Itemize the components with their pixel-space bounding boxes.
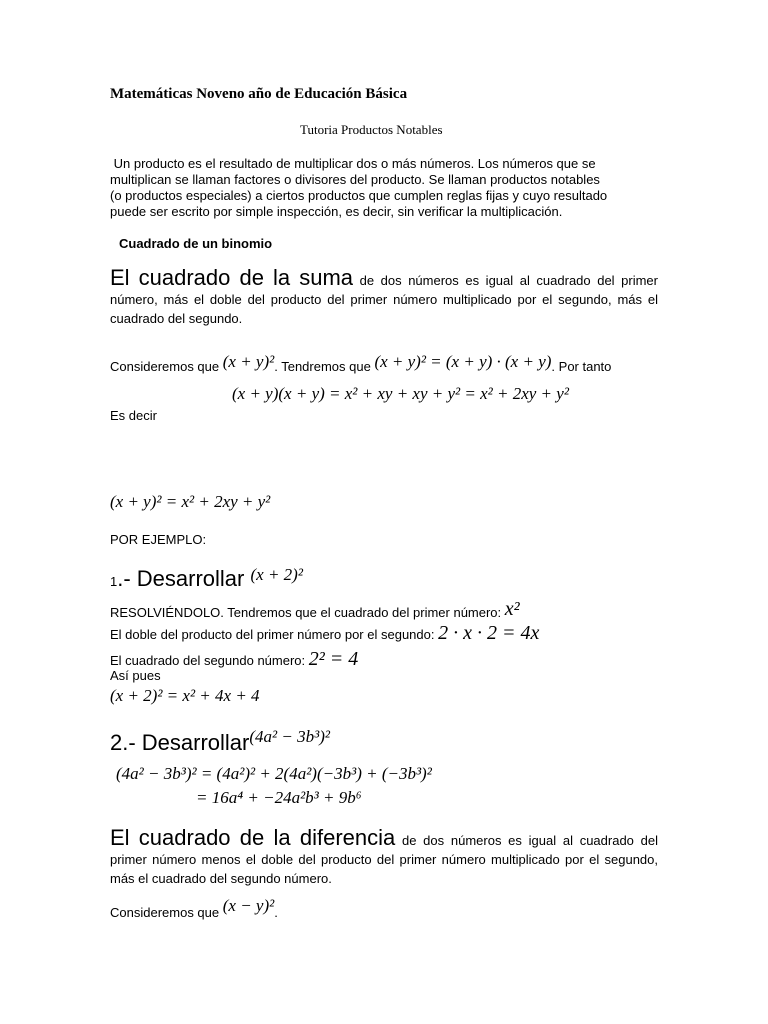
ex2-label: 2.- Desarrollar	[110, 730, 250, 755]
ex1-label: .- Desarrollar	[117, 566, 251, 591]
ex2-expr: (4a² − 3b³)²	[249, 727, 330, 746]
ex1-expr: (x + 2)²	[250, 565, 303, 584]
ex1-asi-pues: Así pues	[110, 668, 161, 683]
diff-consider-line	[110, 896, 278, 922]
diff-text: de dos números es igual al cuadrado del primer número menos el doble del producto del primer número multiplicado por el segundo, más el cuadrado del segundo número.	[110, 833, 658, 886]
sum-text: de dos números es igual al cuadrado del primer número, más el doble del producto del primer número multiplicado por el segundo, más el cuadrado del segundo.	[110, 273, 658, 326]
diff-heading: El cuadrado de la diferencia	[110, 825, 396, 850]
ex1-line-1	[110, 600, 520, 623]
intro-line-1: Un producto es el resultado de multiplicar dos o más números. Los números que se	[110, 156, 596, 171]
example-label: POR EJEMPLO:	[110, 532, 207, 547]
ex1-line-3-expr: 2² = 4	[308, 648, 359, 670]
intro-line-2: multiplican se llaman factores o divisores del producto. Se llaman productos notables	[110, 172, 600, 187]
ex2-step-1: (4a² − 3b³)² = (4a²)² + 2(4a²)(−3b³) + (−3b³)²	[116, 764, 432, 783]
sum-es-decir: Es decir	[110, 408, 157, 423]
section-heading: Cuadrado de un binomio	[119, 236, 273, 251]
diff-consider-text: Consideremos que	[110, 905, 223, 920]
diff-dot: .	[274, 905, 278, 920]
ex1-line-2-text: El doble del producto del primer número por el segundo:	[110, 627, 439, 642]
sum-consider-text: Consideremos que	[110, 359, 223, 374]
ex2-step-2: = 16a⁴ + −24a²b³ + 9b⁶	[196, 788, 362, 807]
sum-then-text: . Tendremos que	[274, 359, 375, 374]
sum-identity: (x + y)² = x² + 2xy + y²	[110, 492, 271, 511]
intro-line-4: puede ser escrito por simple inspección, es decir, sin verificar la multiplicación.	[110, 204, 563, 219]
sum-paragraph	[110, 265, 658, 328]
ex1-result: (x + 2)² = x² + 4x + 4	[110, 686, 260, 705]
sum-expansion: (x + y)(x + y) = x² + xy + xy + y² = x² + 2xy + y²	[232, 384, 569, 403]
page-subtitle: Tutoria Productos Notables	[300, 122, 443, 137]
ex1-line-3-text: El cuadrado del segundo número:	[110, 653, 309, 668]
ex1-line-2-expr: 2 · x · 2 = 4x	[438, 622, 540, 644]
page-title: Matemáticas Noveno año de Educación Básica	[110, 86, 408, 102]
diff-expr: (x − y)²	[222, 896, 275, 915]
intro-line-3: (o productos especiales) a ciertos productos que cumplen reglas fijas y cuyo resultado	[110, 188, 608, 203]
ex2-heading	[110, 727, 330, 756]
sum-expr-2: (x + y)² = (x + y) · (x + y)	[374, 352, 552, 371]
sum-consider-line	[110, 352, 612, 376]
ex1-line-2	[110, 622, 539, 645]
sum-therefore-text: . Por tanto	[551, 359, 612, 374]
ex1-number: 1	[110, 574, 118, 589]
diff-paragraph	[110, 825, 658, 888]
ex1-line-1-expr: x²	[504, 598, 520, 620]
ex1-line-1-text: RESOLVIÉNDOLO. Tendremos que el cuadrado del primer número:	[110, 605, 505, 620]
sum-expr-1: (x + y)²	[222, 352, 275, 371]
sum-heading: El cuadrado de la suma	[110, 265, 354, 290]
ex1-heading	[110, 566, 303, 592]
